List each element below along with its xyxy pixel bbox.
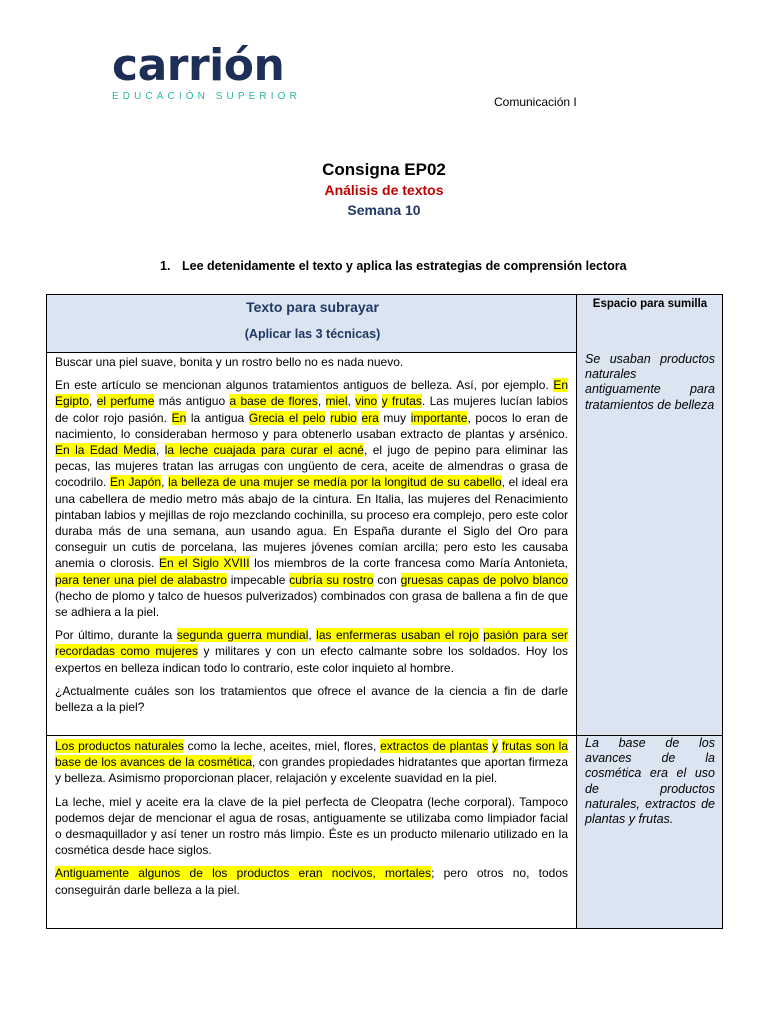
text-run: con	[373, 572, 401, 587]
highlighted-phrase: Los productos naturales	[55, 739, 184, 753]
table-header-summary-cell	[577, 294, 723, 353]
highlighted-phrase: rubio	[330, 410, 357, 425]
highlighted-phrase: a base de flores	[229, 394, 318, 409]
text-run: , el ideal era una cabellera de medio metro más abajo de la cintura. En Italia, las mujeres del Renacimiento pintaban labios y mejillas de rojo mezclando cochinilla, su proceso era complejo, pero este color duraba más de una semana, aun usando agua. En España durante el Siglo del Oro para conseguir un cutis de porcelana, las mujeres jóvenes comían arcilla; pero esto les causaba anemia o clorosis.	[55, 475, 569, 571]
text-run: ; pero otros no, todos conseguirán darle belleza a la piel.	[55, 866, 568, 897]
highlighted-phrase: miel	[325, 394, 348, 409]
text-run: como la leche, aceites, miel, flores,	[183, 739, 381, 753]
text-run: , con grandes propiedades hidratantes que aportan firmeza y belleza. Asimismo proporcionan placer, relajación y excelente suavidad en la piel.	[55, 755, 568, 786]
text-run: muy	[378, 410, 411, 425]
text-run: impecable	[226, 572, 290, 587]
highlighted-phrase: Grecia el pelo	[248, 410, 326, 425]
highlighted-phrase: Antiguamente algunos de los productos eran nocivos, mortales	[55, 866, 432, 881]
text-run: y militares y con un efecto calmante sobre los soldados. Hoy los expertos en belleza indican todo lo contrario, este color inquieto al hombre.	[55, 644, 568, 675]
highlighted-phrase: En	[171, 410, 187, 425]
highlighted-phrase: pasión para ser recordadas como mujeres	[55, 628, 569, 659]
text-run: ,	[347, 394, 356, 409]
assignment-title: Consigna EP02	[322, 160, 446, 179]
row-1-text-cell	[46, 352, 577, 736]
row-1-summary-cell: Se usaban productos naturales antiguamente para tratamientos de belleza	[577, 352, 723, 736]
instruction-item	[160, 259, 627, 273]
highlighted-phrase: y	[492, 739, 499, 753]
text-run: , el jugo de pepino para eliminar las pecas, las mujeres tratan las arrugas con ungüento de cera, aceite de almendras o grasa de cocodrilo.	[55, 443, 568, 490]
highlighted-phrase: vino	[355, 394, 378, 409]
logo-wordmark: carrión	[112, 40, 285, 91]
paragraph	[55, 627, 568, 676]
highlighted-phrase: cubría su rostro	[289, 572, 374, 587]
highlighted-phrase: En Egipto	[55, 378, 568, 409]
header-title: Texto para subrayar	[246, 299, 379, 315]
carrion-logo	[112, 40, 332, 102]
assignment-week: Semana 10	[347, 202, 421, 218]
text-run: En este artículo se mencionan algunos tratamientos antiguos de belleza. Así, por ejemplo.	[55, 378, 554, 393]
row-2-summary-cell: La base de los avances de la cosmética era el uso de productos naturales, extractos de plantas y frutas.	[577, 735, 723, 929]
paragraph	[55, 377, 568, 620]
text-run: ,	[161, 475, 169, 490]
instruction-number: 1.	[160, 259, 171, 273]
text-run: los miembros de la corte francesa como María Antonieta,	[249, 556, 569, 571]
instruction-text: Lee detenidamente el texto y aplica las estrategias de comprensión lectora	[182, 259, 627, 273]
highlighted-phrase: extractos de plantas	[380, 739, 489, 753]
highlighted-phrase: En Japón	[110, 475, 162, 490]
assignment-subtitle: Análisis de textos	[324, 182, 444, 198]
row-2-text-cell	[46, 735, 577, 929]
header-subtitle: (Aplicar las 3 técnicas)	[244, 327, 381, 341]
text-run: ,	[308, 628, 317, 643]
text-run: Buscar una piel suave, bonita y un rostro bello no es nada nuevo.	[55, 355, 404, 369]
highlighted-phrase: era	[361, 410, 379, 425]
logo-tagline: EDUCACIÓN SUPERIOR	[112, 91, 301, 102]
highlighted-phrase: En la Edad Media	[55, 443, 156, 458]
highlighted-phrase: En el Siglo XVIII	[158, 556, 250, 571]
paragraph	[55, 683, 568, 715]
summary-heading: Espacio para sumilla	[592, 298, 708, 310]
text-run: la antigua	[186, 410, 249, 425]
text-run: ,	[155, 443, 165, 458]
text-run: ,	[89, 394, 97, 409]
highlighted-phrase: el perfume	[96, 394, 155, 409]
highlighted-phrase: y frutas	[381, 394, 422, 409]
highlighted-phrase: la belleza de una mujer se medía por la longitud de su cabello	[168, 475, 502, 490]
highlighted-phrase: las enfermeras usaban el rojo	[316, 628, 479, 643]
text-run: . Las mujeres lucían labios de color rojo pasión.	[55, 394, 568, 425]
text-run: Por último, durante la	[55, 628, 177, 643]
highlighted-phrase: para tener una piel de alabastro	[55, 572, 227, 587]
highlighted-phrase: importante	[410, 410, 468, 425]
text-run: más antiguo	[154, 394, 230, 409]
paragraph	[55, 794, 568, 859]
text-run: La leche, miel y aceite era la clave de la piel perfecta de Cleopatra (leche corporal). Tampoco podemos dejar de mencionar el agua de rosas, antiguamente se utilizaba como limpiador facial o desmaquillador y así tener un rostro más limpio. Éste es un producto milenario utilizado en la cosmética desde hace siglos.	[55, 794, 568, 858]
highlighted-phrase: la leche cuajada para curar el acné	[164, 443, 364, 458]
text-run: ,	[317, 394, 326, 409]
highlighted-phrase: segunda guerra mundial	[176, 628, 309, 643]
reading-table	[46, 294, 723, 929]
paragraph	[55, 865, 568, 897]
paragraph	[55, 738, 568, 787]
highlighted-phrase: gruesas capas de polvo blanco	[400, 572, 569, 587]
text-run: (hecho de plomo y talco de huesos pulverizados) combinados con grasa de ballena a fin de que se adhiera a la piel.	[55, 588, 568, 620]
text-run: ¿Actualmente cuáles son los tratamientos que ofrece el avance de la ciencia a fin de darle belleza a la piel?	[55, 683, 568, 715]
paragraph	[55, 354, 568, 370]
course-name: Comunicación I	[494, 95, 577, 109]
table-header-text-cell	[46, 294, 577, 353]
text-run: , pocos lo eran de nacimiento, lo consideraban hermoso y para obtenerlo usaban extracto de plantas y arsénico.	[55, 410, 569, 441]
text-run	[377, 394, 381, 408]
highlighted-phrase: frutas son la base de los avances de la cosmética	[55, 739, 568, 770]
